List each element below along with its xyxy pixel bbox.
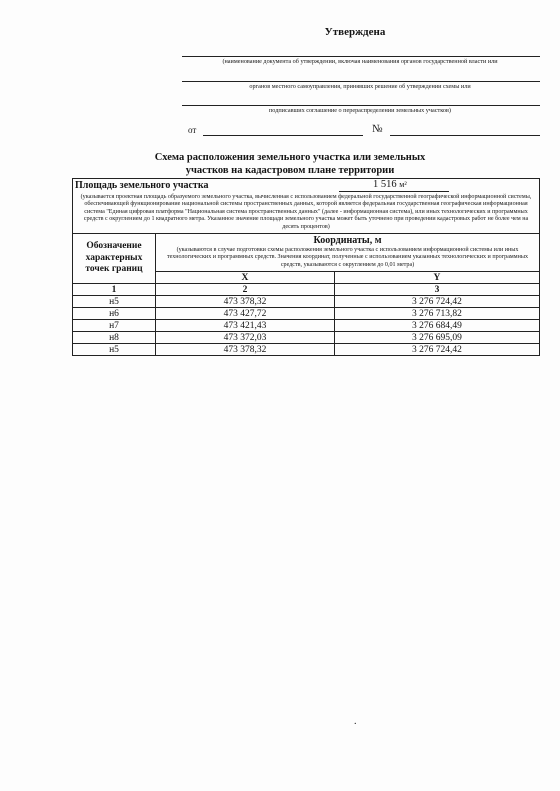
table-row (73, 332, 540, 344)
area-unit: м² (399, 180, 407, 189)
num-col-1: 1 (73, 284, 156, 296)
document-title (120, 151, 460, 177)
coordinates-table (72, 178, 540, 356)
point-y: 3 276 724,42 (334, 344, 539, 356)
col-y-header: Y (334, 272, 539, 284)
point-name: н8 (73, 332, 156, 344)
area-underline (339, 191, 449, 192)
point-x: 473 372,03 (156, 332, 335, 344)
table-row (73, 344, 540, 356)
date-line (203, 135, 363, 136)
doc-line (182, 56, 540, 57)
number-line (390, 135, 540, 136)
num-col-2: 2 (156, 284, 335, 296)
point-name: н6 (73, 308, 156, 320)
area-label: Площадь земельного участка (75, 180, 209, 191)
point-y: 3 276 684,49 (334, 320, 539, 332)
caption-doc: (наименование документа об утверждении, включая наименования органов государственной власти или (222, 58, 498, 65)
coords-note: (указываются в случае подготовки схемы расположения земельного участка с использованием информационной системы или иных технологических и программных средств. Значения координат, полученные с использованием указанных технологических и программных средств, указываются с округлением до 0,01 метра) (166, 247, 529, 268)
table-row (73, 320, 540, 332)
date-label: от (188, 125, 197, 135)
area-row (73, 179, 540, 234)
point-x: 473 378,32 (156, 296, 335, 308)
coords-header-cell (156, 234, 540, 272)
num-col-3: 3 (334, 284, 539, 296)
caption-agreement: подписавших соглашение о перераспределении земельных участков) (269, 107, 451, 114)
point-x: 473 378,32 (156, 344, 335, 356)
point-name: н5 (73, 296, 156, 308)
title-line-1: Схема расположения земельного участка или земельных (154, 152, 426, 163)
coords-header: Координаты, м (313, 235, 382, 247)
point-name: н7 (73, 320, 156, 332)
area-note: (указывается проектная площадь образуемого земельного участка, вычисленная с использованием федеральной государственной географической информационной системы, обеспечивающей функционирование национальной системы пространственных данных, которой является федеральная государственная географическая информационная система "Единая цифровая платформа "Национальная система пространственных данных" (далее - информационная система), или иных технологических и программных средств с округлением до 1 квадратного метра. Указанное значение площади земельного участка может быть уточнено при проведении кадастровых работ не более чем на десять процентов) (80, 194, 532, 230)
number-label: № (372, 123, 383, 135)
area-cell (73, 179, 540, 234)
point-x: 473 421,43 (156, 320, 335, 332)
col-x-header: X (156, 272, 335, 284)
point-y: 3 276 695,09 (334, 332, 539, 344)
caption-org: органов местного самоуправления, принявших решение об утверждении схемы или (249, 83, 471, 90)
approved-heading: Утверждена (324, 26, 386, 38)
area-value: 1 516 (373, 179, 397, 190)
table-row (73, 308, 540, 320)
point-x: 473 427,72 (156, 308, 335, 320)
agreement-line (182, 105, 540, 106)
org-line (182, 81, 540, 82)
point-y: 3 276 713,82 (334, 308, 539, 320)
title-line-2: участков на кадастровом плане территории (185, 165, 395, 176)
point-y: 3 276 724,42 (334, 296, 539, 308)
area-value-wrap (373, 179, 407, 190)
table-row (73, 296, 540, 308)
stray-dot: . (354, 716, 357, 727)
header-row (73, 234, 540, 272)
designation-header: Обозначение характерных точек границ (73, 234, 156, 284)
point-name: н5 (73, 344, 156, 356)
numbering-row (73, 284, 540, 296)
